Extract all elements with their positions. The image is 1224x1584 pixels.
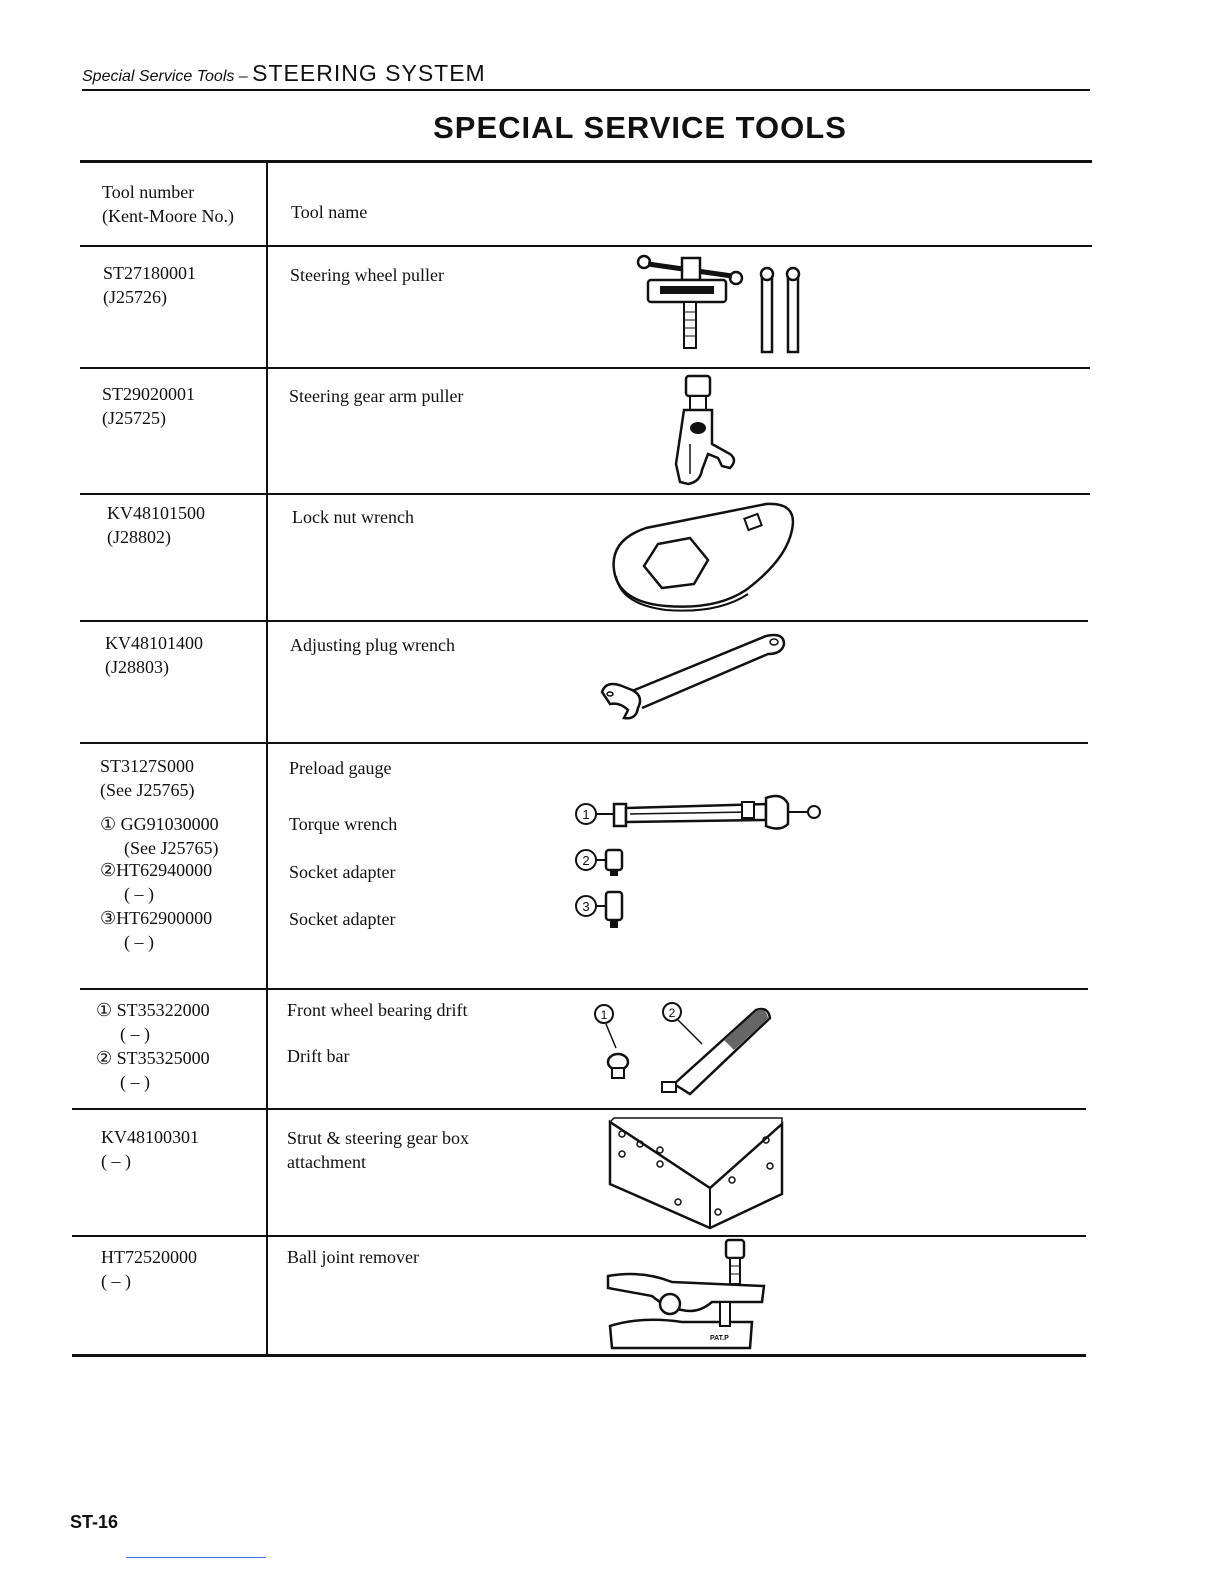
column-divider xyxy=(266,160,268,1356)
tool-number: ① ST35322000 ( – ) xyxy=(96,1000,210,1044)
row-rule xyxy=(72,1108,1086,1110)
tool-number: ②HT62940000 ( – ) xyxy=(100,860,213,904)
tool-number: HT72520000 ( – ) xyxy=(101,1247,197,1291)
section-header xyxy=(82,60,486,87)
row-rule xyxy=(80,742,1088,744)
page-title: SPECIAL SERVICE TOOLS xyxy=(433,110,847,145)
svg-text:1: 1 xyxy=(600,1008,608,1022)
tool-number: ST27180001 (J25726) xyxy=(103,263,197,307)
col-header-number: Tool number (Kent-Moore No.) xyxy=(102,182,234,226)
blue-rule xyxy=(126,1557,266,1558)
svg-text:2: 2 xyxy=(582,853,590,868)
pat-stamp: PAT.P xyxy=(710,1335,729,1342)
row-rule xyxy=(80,493,1090,495)
section-header-italic: Special Service Tools – xyxy=(82,68,253,85)
adjusting-plug-wrench-icon xyxy=(598,630,794,726)
tool-number: ST29020001 (J25725) xyxy=(102,384,196,428)
tool-name: Adjusting plug wrench xyxy=(290,635,455,655)
gear-arm-puller-icon xyxy=(660,374,750,490)
tool-name: Torque wrench xyxy=(289,814,398,834)
tool-number: ③HT62900000 ( – ) xyxy=(100,908,213,952)
preload-gauge-icon xyxy=(570,784,830,944)
col-header-name: Tool name xyxy=(291,202,368,222)
tool-name: Drift bar xyxy=(287,1046,350,1066)
tool-name: Socket adapter xyxy=(289,909,396,929)
svg-text:1: 1 xyxy=(582,807,590,822)
section-header-caps: STEERING SYSTEM xyxy=(252,60,486,86)
row-rule xyxy=(72,1235,1086,1237)
tool-name: Lock nut wrench xyxy=(292,507,414,527)
lock-nut-wrench-icon xyxy=(606,500,796,612)
tool-name: Socket adapter xyxy=(289,862,396,882)
page-number: ST-16 xyxy=(70,1512,119,1532)
table-bottom-rule xyxy=(72,1354,1086,1357)
row-rule xyxy=(80,620,1088,622)
tool-number: KV48100301 ( – ) xyxy=(101,1127,199,1171)
attachment-bracket-icon xyxy=(606,1114,786,1230)
ball-joint-remover-icon xyxy=(602,1236,772,1354)
tool-number: KV48101400 (J28803) xyxy=(105,633,203,677)
table-top-rule xyxy=(80,160,1092,163)
tool-name: Preload gauge xyxy=(289,758,392,778)
tool-number: ① GG91030000 (See J25765) xyxy=(100,814,219,858)
row-rule xyxy=(80,367,1090,369)
header-rule xyxy=(82,89,1090,91)
tool-name: Steering gear arm puller xyxy=(289,386,464,406)
tool-name: Strut & steering gear box attachment xyxy=(287,1128,469,1172)
tool-name: Front wheel bearing drift xyxy=(287,1000,468,1020)
tool-number: KV48101500 (J28802) xyxy=(107,503,205,547)
svg-text:3: 3 xyxy=(582,899,590,914)
tool-number: ST3127S000 (See J25765) xyxy=(100,756,195,800)
header-rule-bottom xyxy=(80,245,1092,247)
row-rule xyxy=(80,988,1088,990)
steering-wheel-puller-icon xyxy=(632,252,812,362)
svg-text:2: 2 xyxy=(668,1006,676,1020)
tool-name: Ball joint remover xyxy=(287,1247,419,1267)
bearing-drift-icon xyxy=(592,998,782,1098)
tool-name: Steering wheel puller xyxy=(290,265,444,285)
tool-number: ② ST35325000 ( – ) xyxy=(96,1048,210,1092)
